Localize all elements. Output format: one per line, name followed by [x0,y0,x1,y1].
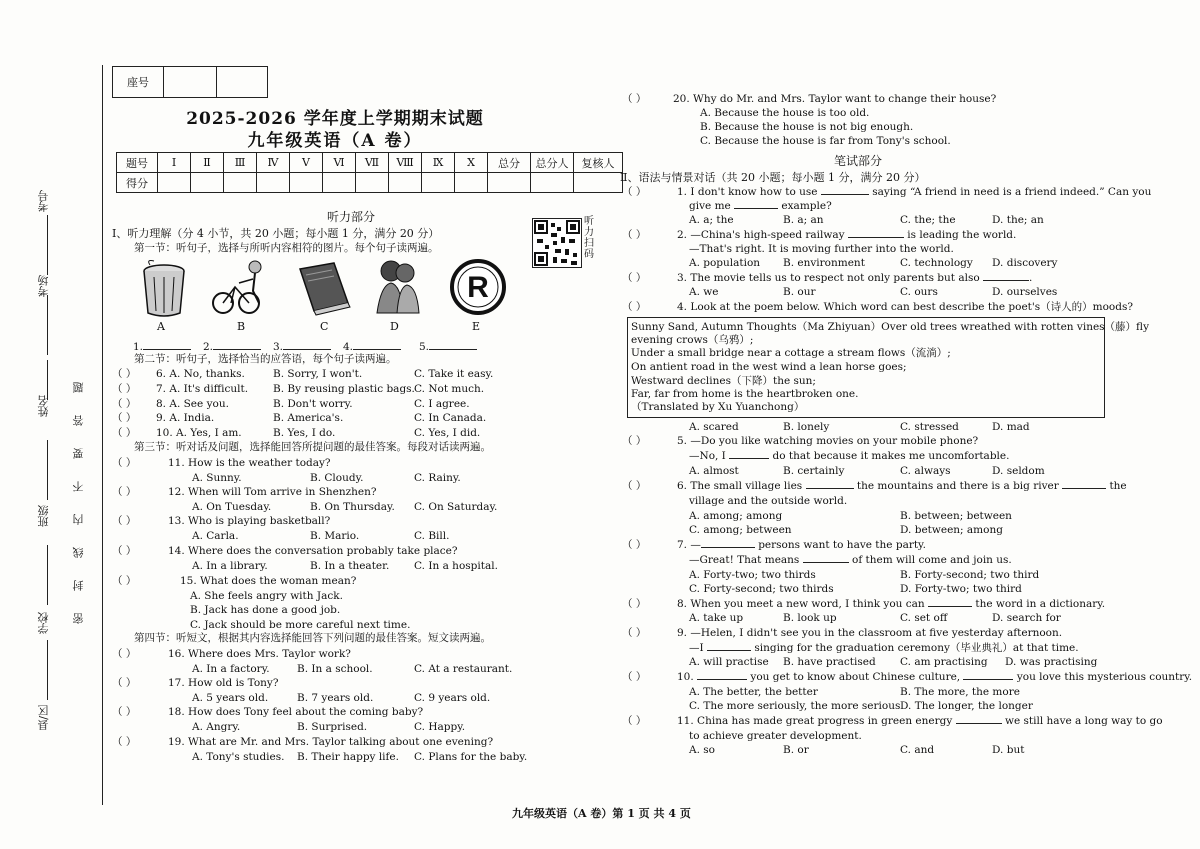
option-6b: B. between; between [900,510,1012,522]
answer-paren[interactable]: （ ） [112,575,137,587]
question: 17. How old is Tony? [168,677,279,689]
option-c: C. Take it easy. [414,368,494,380]
option-a: A. Sunny. [192,472,242,484]
option-b: B. Surprised. [297,721,368,733]
score-cell[interactable] [158,173,191,193]
section4-instruction: 第四节：听短文，根据其内容选择能回答下列问题的最佳答案。短文读两遍。 [134,632,491,644]
option-b: B. Mario. [310,530,360,542]
answer-blank-4[interactable]: 4. [343,341,401,354]
score-header-cell: 题号 [117,153,158,173]
xianqu-label: 县/区 [37,705,50,731]
question-5: 5. —Do you like watching movies on your mobile phone? [677,435,979,447]
written-title: 笔试部分 [834,154,883,168]
option-7a: A. Forty-two; two thirds [689,569,816,581]
option-6d: D. between; among [900,524,1003,536]
option-a: A. 5 years old. [192,692,269,704]
option-c: C. I agree. [414,398,470,410]
question-10: 10. you get to know about Chinese culture, you love this mysterious country. [677,671,1193,683]
trash-can-icon [136,257,196,319]
book-icon [294,257,354,319]
svg-text:R: R [467,271,489,304]
question-1: 1. I don't know how to use saying “A friend in need is a friend indeed.” Can you [677,186,1152,198]
option-10d: D. The longer, the longer [900,700,1033,712]
answer-blank-2[interactable]: 2. [203,341,261,354]
option-11c: C. and [900,744,935,756]
option-9d: D. was practising [1005,656,1098,668]
seal-note: 密封线内不要答题 [72,360,85,624]
option-6a: A. among; among [689,510,783,522]
answer-paren[interactable]: （ ） [112,457,137,469]
listening-header: Ⅰ、听力理解（分 4 小节，共 20 小题；每小题 1 分，满分 20 分） [112,227,440,240]
answer-paren[interactable]: （ ） [112,736,137,748]
option-a: 9. A. India. [156,412,215,424]
score-row-label: 得分 [117,173,158,193]
option-b: B. 7 years old. [297,692,374,704]
question-3: 3. The movie tells us to respect not only parents but also . [677,272,1033,284]
question: 13. Who is playing basketball? [168,515,331,527]
answer-paren[interactable]: （ ） [622,480,647,492]
option-a: 6. A. No, thanks. [156,368,245,380]
kaochang-label: 考场 [37,275,50,297]
answer-paren[interactable]: （ ） [112,368,137,380]
answer-paren[interactable]: （ ） [112,412,137,424]
answer-paren[interactable]: （ ） [112,677,137,689]
option-a: A. Carla. [192,530,239,542]
score-row [117,173,623,193]
answer-blank-5[interactable]: 5. [419,341,477,354]
score-cell[interactable] [224,173,257,193]
question-7-reply: —Great! That means of them will come and join us. [689,554,1012,566]
score-cell[interactable] [323,173,356,193]
option-c: C. Not much. [414,383,485,395]
option-a: 10. A. Yes, I am. [156,427,242,439]
question: 14. Where does the conversation probably take place? [168,545,458,557]
option-5c: C. always [900,465,951,477]
option-7b: B. Forty-second; two third [900,569,1040,581]
score-header-cell: Ⅳ [257,153,290,173]
option-10c: C. The more seriously, the more serious [689,700,901,712]
option-1c: C. the; the [900,214,956,226]
written-header: Ⅱ、语法与情景对话（共 20 小题；每小题 1 分，满分 20 分） [620,171,926,184]
score-header-cell: Ⅶ [356,153,389,173]
question-2-reply: —That's right. It is moving further into the world. [689,243,954,255]
option-8a: A. take up [689,612,744,624]
listening-title: 听力部分 [327,210,376,224]
question-8: 8. When you meet a new word, I think you can the word in a dictionary. [677,598,1106,610]
question-6-cont: village and the outside world. [689,495,848,507]
score-table [116,152,623,193]
score-cell[interactable] [389,173,422,193]
option-8d: D. search for [992,612,1061,624]
question-5-reply: —No, I do that because it makes me uncomfortable. [689,450,1010,462]
option-15b: B. Jack has done a good job. [190,604,341,616]
question-7: 7. — persons want to have the party. [677,539,926,551]
option-b: B. On Thursday. [310,501,395,513]
option-15c: C. Jack should be more careful next time. [190,619,411,631]
score-cell[interactable] [574,173,623,193]
exam-title: 2025-2026 学年度上学期期末试题 [186,109,484,129]
section3-instruction: 第三节：听对话及问题，选择能回答所提问题的最佳答案。每段对话读两遍。 [134,441,491,453]
banji-label: 班级 [37,505,50,527]
score-cell[interactable] [290,173,323,193]
option-c: C. Rainy. [414,472,461,484]
kaohao-label: 考号 [37,190,50,212]
option-11b: B. or [783,744,809,756]
option-5b: B. certainly [783,465,845,477]
xingming-label: 姓名 [37,395,50,417]
score-cell[interactable] [531,173,574,193]
option-b: B. Yes, I do. [273,427,336,439]
option-10b: B. The more, the more [900,686,1020,698]
option-a: A. Angry. [192,721,241,733]
question-15: 15. What does the woman mean? [180,575,357,587]
qr-code[interactable] [532,218,582,268]
answer-blank-1[interactable]: 1. [133,341,191,354]
poem-line: Far, far from home is the heartbroken one. [631,388,859,400]
score-header-cell: Ⅴ [290,153,323,173]
answer-paren[interactable]: （ ） [622,627,647,639]
binding-line [47,215,48,275]
score-header-cell: 总分人 [531,153,574,173]
score-header-cell: Ⅱ [191,153,224,173]
question: 12. When will Tom arrive in Shenzhen? [168,486,377,498]
cyclist-icon [205,257,265,319]
page-footer: 九年级英语（A 卷）第 1 页 共 4 页 [512,807,691,820]
section1-instruction: 第一节：听句子，选择与所听内容相符的图片。每个句子读两遍。 [134,242,439,254]
binding-line [47,295,48,355]
exam-subtitle: 九年级英语（A 卷） [247,131,423,151]
answer-paren[interactable]: （ ） [112,706,137,718]
option-8c: C. set off [900,612,948,624]
answer-paren[interactable]: （ ） [112,486,137,498]
question-1-cont: give me example? [689,200,832,212]
poem-box [627,317,1149,418]
option-5d: D. seldom [992,465,1045,477]
answer-paren[interactable]: （ ） [622,229,647,241]
answer-paren[interactable]: （ ） [622,272,647,284]
seat-label: 座号 [113,67,164,98]
question: 18. How does Tony feel about the coming baby? [168,706,424,718]
score-cell[interactable] [356,173,389,193]
score-cell[interactable] [488,173,531,193]
poem-line: Sunny Sand, Autumn Thoughts（Ma Zhiyuan）Over old trees wreathed with rotten vines（藤）fly [631,321,1149,333]
score-header-cell: Ⅷ [389,153,422,173]
pic-label-b: B [237,320,246,333]
option-10a: A. The better, the better [689,686,818,698]
option-2d: D. discovery [992,257,1058,269]
question-9-reply: —I singing for the graduation ceremony（毕业典礼）at that time. [689,642,1079,654]
question-4: 4. Look at the poem below. Which word can best describe the poet's（诗人的）moods? [677,301,1133,313]
option-c: C. Yes, I did. [414,427,481,439]
score-header-cell: Ⅹ [455,153,488,173]
option-c: C. Bill. [414,530,450,542]
option-c: C. 9 years old. [414,692,491,704]
pic-label-c: C [320,320,329,333]
option-3a: A. we [689,286,719,298]
question-11-cont: to achieve greater development. [689,730,862,742]
xuexiao-label: 学校 [37,612,50,634]
option-a: A. In a library. [192,560,268,572]
option-2c: C. technology [900,257,973,269]
option-c: C. Plans for the baby. [414,751,528,763]
option-1a: A. a; the [689,214,734,226]
score-header-cell: Ⅵ [323,153,356,173]
score-cell[interactable] [257,173,290,193]
option-2b: B. environment [783,257,865,269]
option-c: C. Happy. [414,721,466,733]
option-5a: A. almost [689,465,739,477]
option-1b: B. a; an [783,214,824,226]
answer-paren[interactable]: （ ） [112,648,137,660]
poem-line: Under a small bridge near a cottage a stream flows（流淌）; [631,347,951,359]
section2-instruction: 第二节：听句子，选择恰当的应答语，每个句子读两遍。 [134,353,397,365]
score-cell[interactable] [191,173,224,193]
option-4d: D. mad [992,421,1030,433]
answer-paren[interactable]: （ ） [112,398,137,410]
answer-paren[interactable]: （ ） [622,539,647,551]
binding-line [47,440,48,500]
option-9c: C. am practising [900,656,988,668]
answer-blank-3[interactable]: 3. [273,341,331,354]
question: 16. Where does Mrs. Taylor work? [168,648,351,660]
option-b: B. Sorry, I won't. [273,368,363,380]
option-8b: B. look up [783,612,837,624]
option-a: 7. A. It's difficult. [156,383,249,395]
option-a: A. In a factory. [192,663,270,675]
answer-paren[interactable]: （ ） [622,671,647,683]
question-2: 2. —China's high-speed railway is leading the world. [677,229,1017,241]
answer-paren[interactable]: （ ） [622,93,647,105]
score-header-cell: 复核人 [574,153,623,173]
option-b: B. In a theater. [310,560,390,572]
option-3c: C. ours [900,286,938,298]
option-6c: C. among; between [689,524,792,536]
score-header-cell: 总分 [488,153,531,173]
option-15a: A. She feels angry with Jack. [190,590,343,602]
option-20b: B. Because the house is not big enough. [700,121,914,133]
pic-label-e: E [472,320,481,333]
seat-box [112,66,268,98]
option-a: A. Tony's studies. [192,751,285,763]
answer-paren[interactable]: （ ） [622,186,647,198]
option-4a: A. scared [689,421,739,433]
poem-line: evening crows（乌鸦）; [631,334,754,346]
option-20a: A. Because the house is too old. [700,107,870,119]
option-7d: D. Forty-two; two third [900,583,1022,595]
answer-paren[interactable]: （ ） [622,715,647,727]
question-11: 11. China has made great progress in green energy we still have a long way to go [677,715,1163,727]
option-11a: A. so [689,744,715,756]
option-b: B. America's. [273,412,344,424]
seat-cell[interactable] [164,67,217,98]
option-b: B. Cloudy. [310,472,364,484]
question-20: 20. Why do Mr. and Mrs. Taylor want to change their house? [673,93,997,105]
answer-paren[interactable]: （ ） [622,435,647,447]
option-c: C. At a restaurant. [414,663,513,675]
answer-paren[interactable]: （ ） [112,427,137,439]
option-a: A. On Tuesday. [192,501,272,513]
question-9: 9. —Helen, I didn't see you in the classroom at five yesterday afternoon. [677,627,1063,639]
question: 11. How is the weather today? [168,457,331,469]
score-header-cell: Ⅸ [422,153,455,173]
score-header-cell: Ⅰ [158,153,191,173]
answer-paren[interactable]: （ ） [112,545,137,557]
pic-label-a: A [157,320,165,333]
option-b: B. Don't worry. [273,398,353,410]
score-header-row [117,153,623,173]
poem-line: （Translated by Xu Yuanchong） [631,401,805,413]
option-4b: B. lonely [783,421,830,433]
option-9a: A. will practise [689,656,769,668]
answer-paren[interactable]: （ ） [622,598,647,610]
score-header-cell: Ⅲ [224,153,257,173]
option-2a: A. population [689,257,761,269]
option-1d: D. the; an [992,214,1044,226]
option-b: B. In a school. [297,663,373,675]
seat-cell[interactable] [217,67,268,98]
option-4c: C. stressed [900,421,959,433]
answer-paren[interactable]: （ ） [112,383,137,395]
answer-paren[interactable]: （ ） [622,301,647,313]
pic-label-d: D [390,320,399,333]
registered-mark-icon [448,257,508,319]
option-b: B. By reusing plastic bags. [273,383,415,395]
option-3d: D. ourselves [992,286,1058,298]
binding-line [47,640,48,700]
answer-paren[interactable]: （ ） [112,515,137,527]
binding-line [47,545,48,605]
score-cell[interactable] [455,173,488,193]
score-cell[interactable] [422,173,455,193]
option-7c: C. Forty-second; two thirds [689,583,834,595]
option-11d: D. but [992,744,1025,756]
poem-line: Westward declines（下降）the sun; [631,375,816,387]
option-c: C. In Canada. [414,412,487,424]
option-c: C. In a hospital. [414,560,498,572]
option-b: B. Their happy life. [297,751,399,763]
option-c: C. On Saturday. [414,501,498,513]
option-9b: B. have practised [783,656,876,668]
question: 19. What are Mr. and Mrs. Taylor talking about one evening? [168,736,494,748]
people-icon [367,257,427,319]
option-a: 8. A. See you. [156,398,229,410]
option-3b: B. our [783,286,816,298]
qr-text: 听力扫码 [584,216,594,260]
binding-line [47,360,48,400]
question-6: 6. The small village lies the mountains and there is a big river the [677,480,1127,492]
binding-line [102,65,103,805]
poem-line: On antient road in the west wind a lean horse goes; [631,361,907,373]
option-20c: C. Because the house is far from Tony's school. [700,135,951,147]
